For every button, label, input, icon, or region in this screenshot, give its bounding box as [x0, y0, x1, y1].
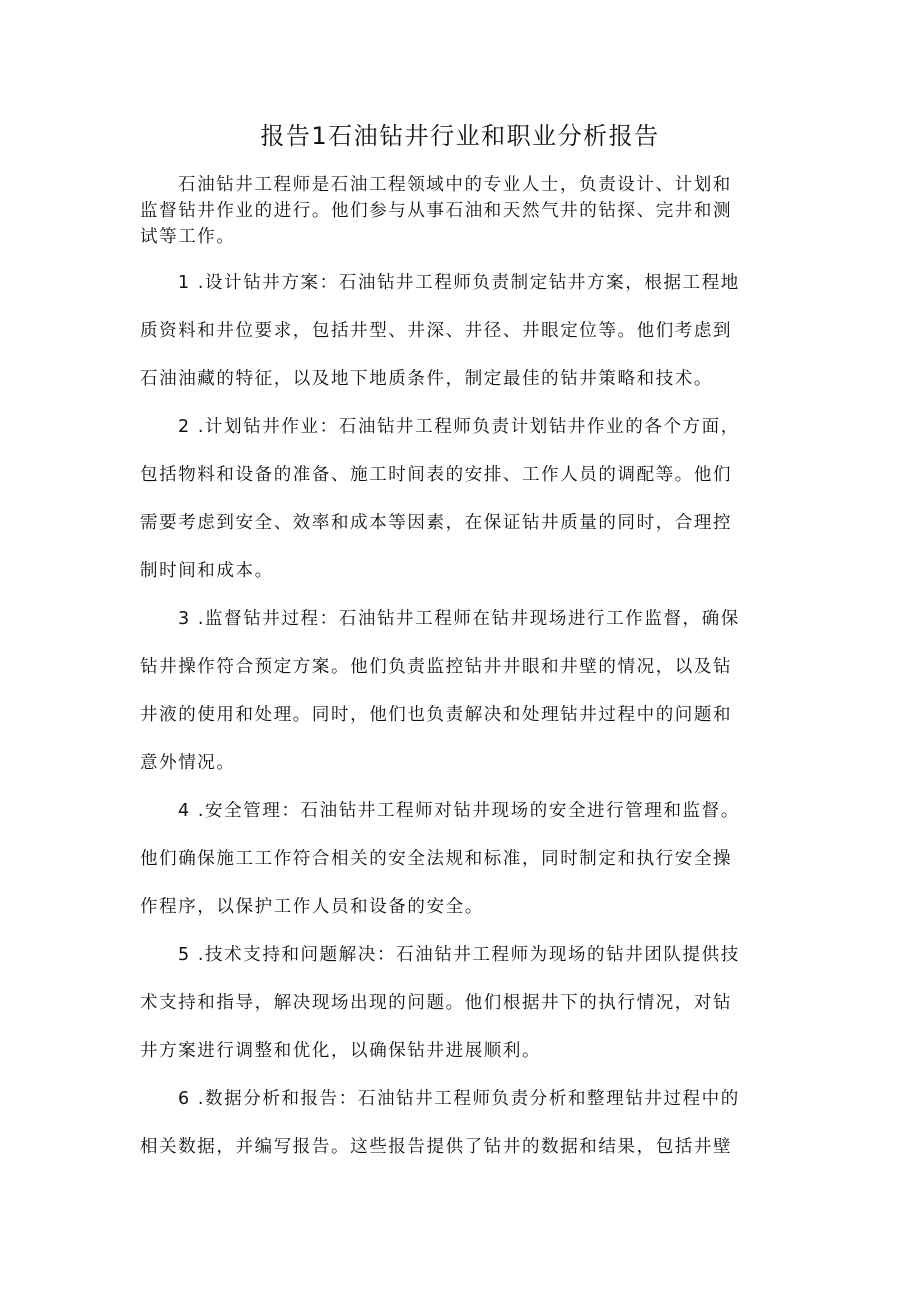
section-2-line-2: 包括物料和设备的准备、施工时间表的安排、工作人员的调配等。他们	[140, 465, 733, 485]
intro-line-1: 石油钻井工程师是石油工程领域中的专业人士，负责设计、计划和	[178, 175, 732, 195]
section-1-line-1: 1 .设计钻井方案：石油钻井工程师负责制定钻井方案，根据工程地	[178, 273, 740, 293]
section-6-line-2: 相关数据，并编写报告。这些报告提供了钻井的数据和结果，包括井壁	[140, 1137, 733, 1157]
section-5-line-3: 井方案进行调整和优化，以确保钻井进展顺利。	[140, 1041, 542, 1061]
section-6-line-1: 6 .数据分析和报告：石油钻井工程师负责分析和整理钻井过程中的	[178, 1089, 740, 1109]
section-5-line-1: 5 .技术支持和问题解决：石油钻井工程师为现场的钻井团队提供技	[178, 945, 740, 965]
intro-line-3: 试等工作。	[140, 227, 236, 247]
section-3-line-2: 钻井操作符合预定方案。他们负责监控钻井井眼和井壁的情况，以及钻	[140, 657, 733, 677]
section-2-line-3: 需要考虑到安全、效率和成本等因素，在保证钻井质量的同时，合理控	[140, 513, 733, 533]
section-1-line-3: 石油油藏的特征，以及地下地质条件，制定最佳的钻井策略和技术。	[140, 369, 713, 389]
section-2-line-4: 制时间和成本。	[140, 561, 274, 581]
section-3-line-1: 3 .监督钻井过程：石油钻井工程师在钻井现场进行工作监督，确保	[178, 609, 740, 629]
document-title: 报告1石油钻井行业和职业分析报告	[260, 122, 660, 150]
section-4-line-3: 作程序，以保护工作人员和设备的安全。	[140, 897, 484, 917]
section-4-line-2: 他们确保施工工作符合相关的安全法规和标准，同时制定和执行安全操	[140, 849, 733, 869]
intro-line-2: 监督钻井作业的进行。他们参与从事石油和天然气井的钻探、完井和测	[140, 201, 733, 221]
section-3-line-4: 意外情况。	[140, 753, 236, 773]
section-4-line-1: 4 .安全管理：石油钻井工程师对钻井现场的安全进行管理和监督。	[178, 801, 740, 821]
section-2-line-1: 2 .计划钻井作业：石油钻井工程师负责计划钻井作业的各个方面，	[178, 417, 740, 437]
section-5-line-2: 术支持和指导，解决现场出现的问题。他们根据井下的执行情况，对钻	[140, 993, 733, 1013]
section-1-line-2: 质资料和井位要求，包括井型、井深、井径、井眼定位等。他们考虑到	[140, 321, 733, 341]
section-3-line-3: 井液的使用和处理。同时，他们也负责解决和处理钻井过程中的问题和	[140, 705, 733, 725]
